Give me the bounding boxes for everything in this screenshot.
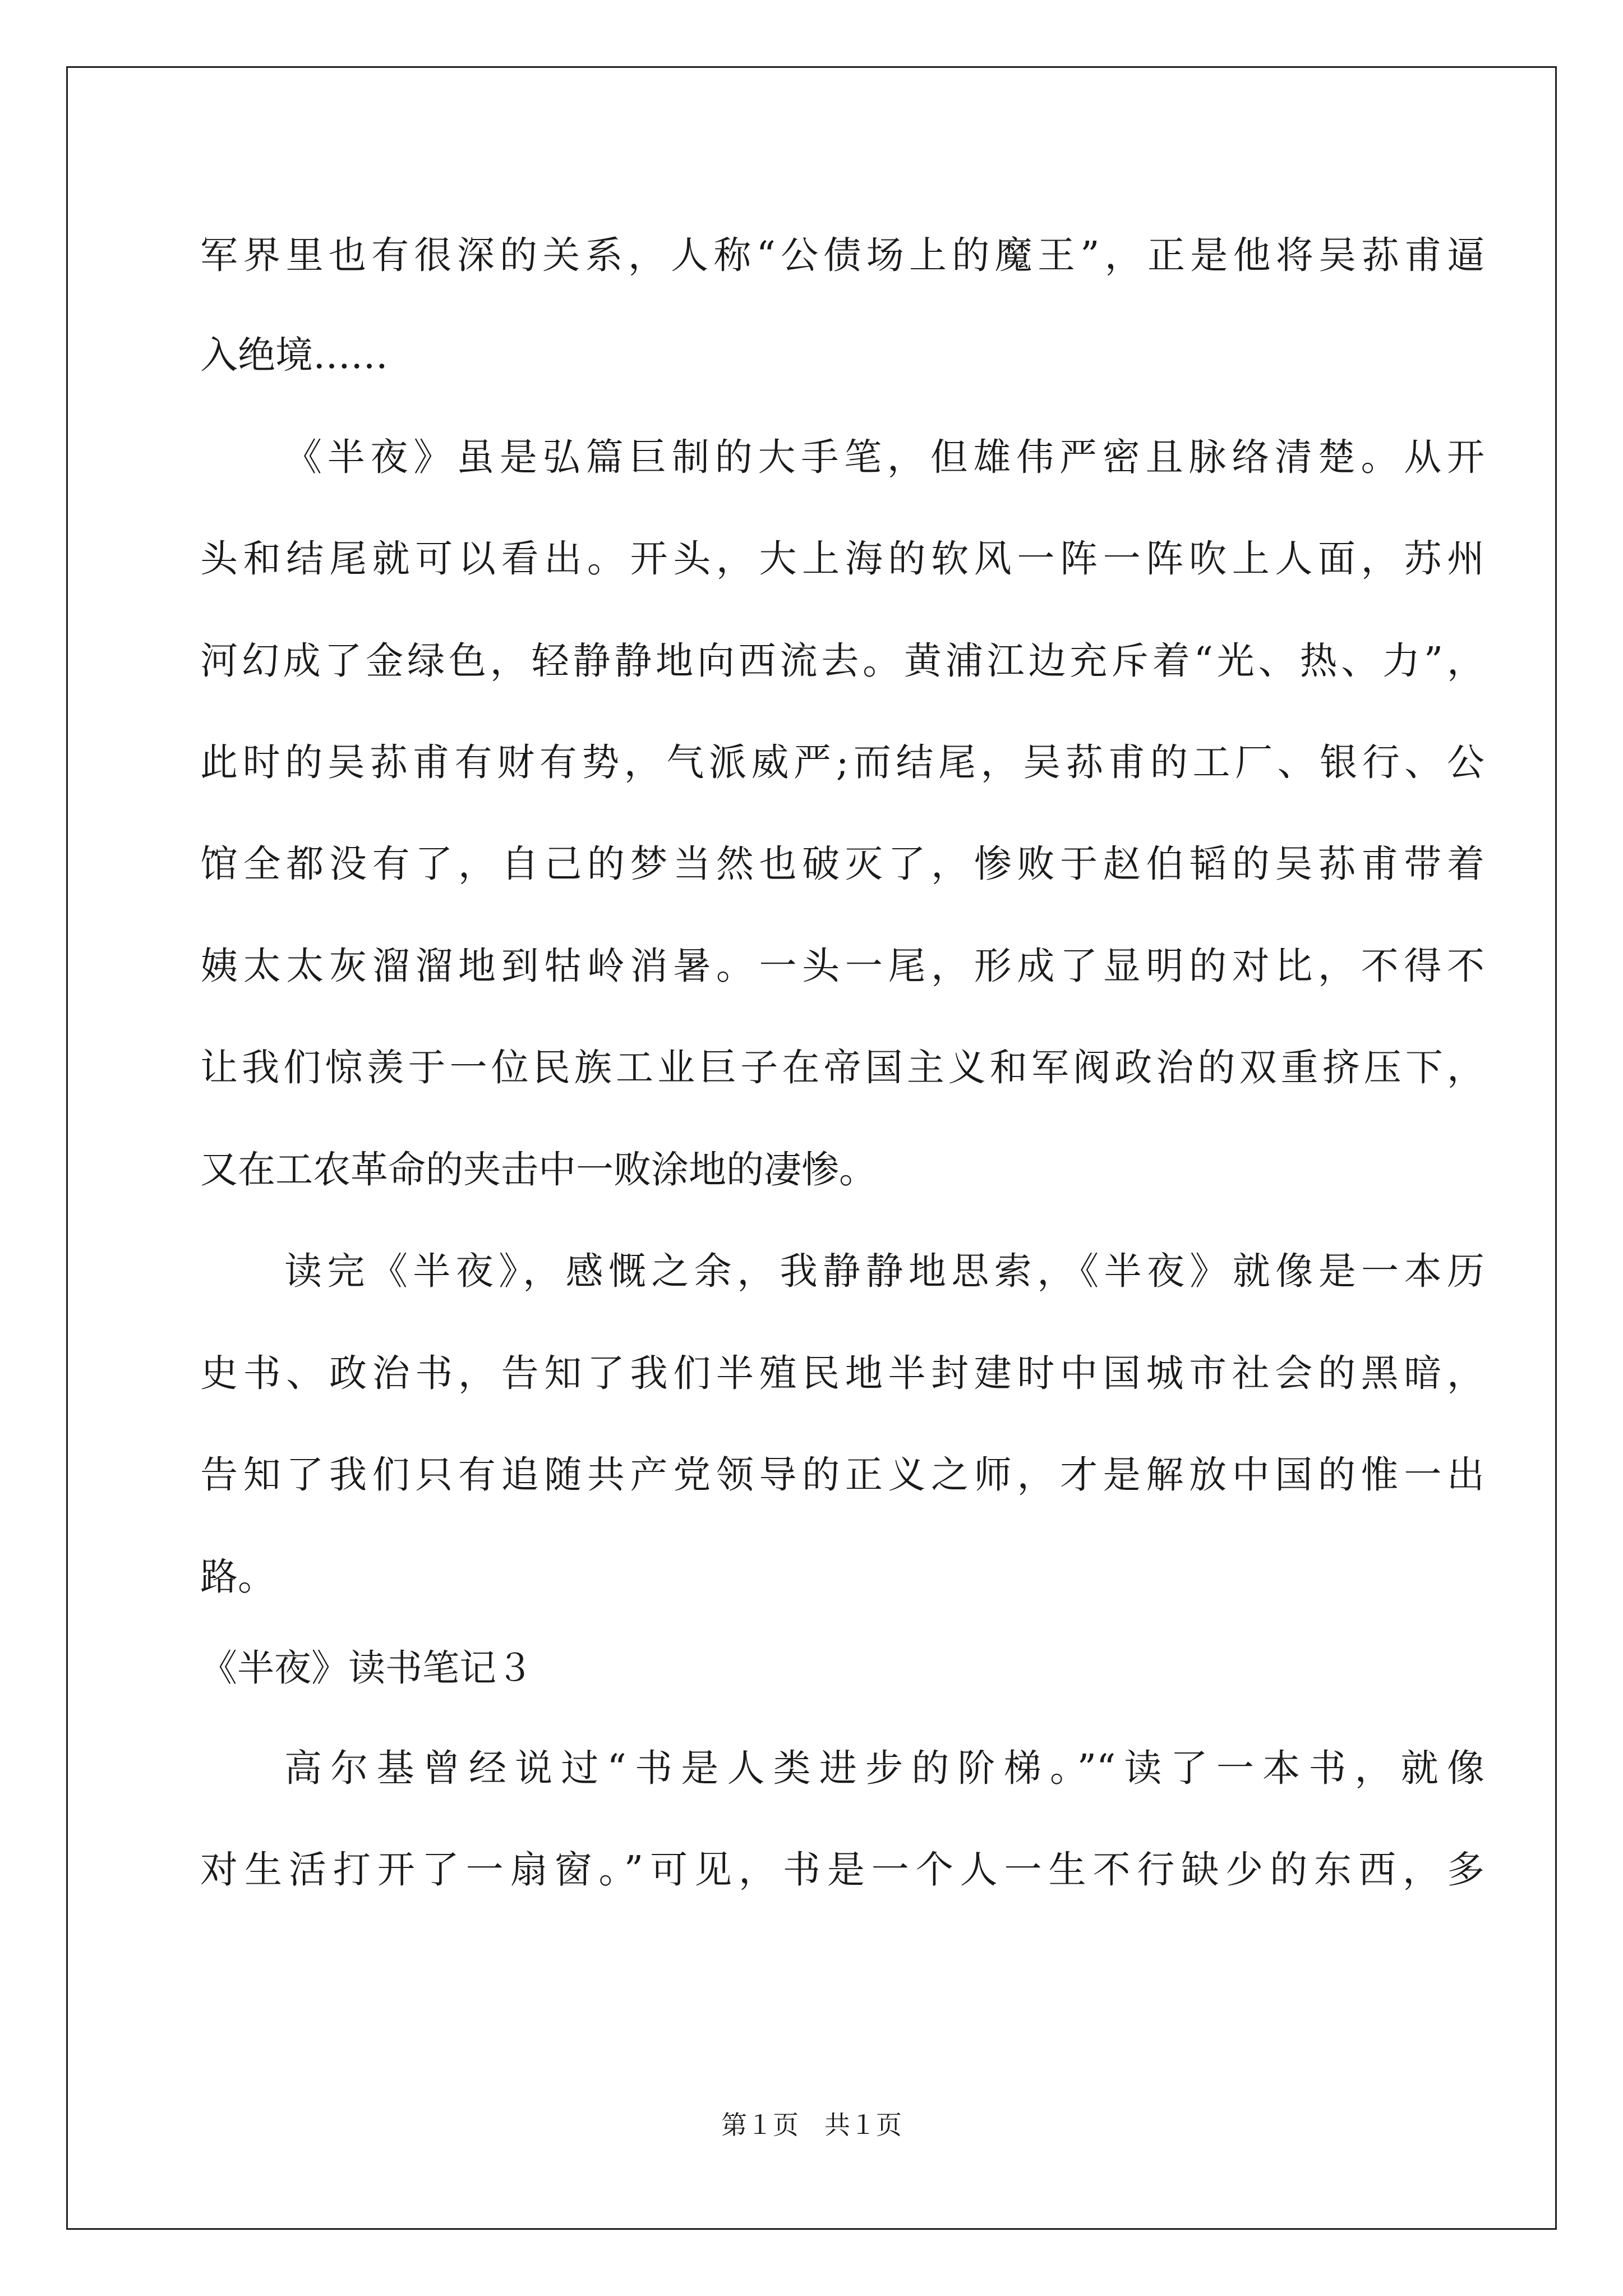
- text-line: 读完《半夜》，感慨之余，我静静地思索，《半夜》就像是一本历: [284, 1249, 1484, 1293]
- text-line: 头和结尾就可以看出。开头，大上海的软风一阵一阵吹上人面，苏州: [200, 537, 1484, 581]
- section-heading: 《半夜》读书笔记３: [200, 1646, 533, 1690]
- text-line: 高尔基曾经说过“书是人类进步的阶梯。”“读了一本书，就像: [284, 1746, 1484, 1790]
- text-line: 姨太太灰溜溜地到牯岭消暑。一头一尾，形成了显明的对比，不得不: [200, 944, 1484, 988]
- text-line: 馆全都没有了，自己的梦当然也破灭了，惨败于赵伯韬的吴荪甫带着: [200, 842, 1484, 886]
- text-line: 军界里也有很深的关系，人称“公债场上的魔王”，正是他将吴荪甫逼: [200, 233, 1484, 277]
- text-line: 入绝境……: [200, 333, 388, 377]
- text-line: 让我们惊羡于一位民族工业巨子在帝国主义和军阀政治的双重挤压下，: [200, 1046, 1484, 1089]
- text-line: 又在工农革命的夹击中一败涂地的凄惨。: [200, 1148, 877, 1191]
- text-line: 《半夜》虽是弘篇巨制的大手笔，但雄伟严密且脉络清楚。从开: [284, 435, 1484, 479]
- text-line: 告知了我们只有追随共产党领导的正义之师，才是解放中国的惟一出: [200, 1453, 1484, 1497]
- text-line: 此时的吴荪甫有财有势，气派威严;而结尾，吴荪甫的工厂、银行、公: [200, 740, 1484, 784]
- text-line: 史书、政治书，告知了我们半殖民地半封建时中国城市社会的黑暗，: [200, 1351, 1484, 1395]
- text-line: 对生活打开了一扇窗。”可见，书是一个人一生不行缺少的东西，多: [200, 1848, 1484, 1892]
- page-footer: 第１页 共１页: [721, 2110, 902, 2140]
- text-line: 路。: [200, 1555, 275, 1599]
- text-line: 河幻成了金绿色，轻静静地向西流去。黄浦江边充斥着“光、热、力”，: [200, 639, 1484, 683]
